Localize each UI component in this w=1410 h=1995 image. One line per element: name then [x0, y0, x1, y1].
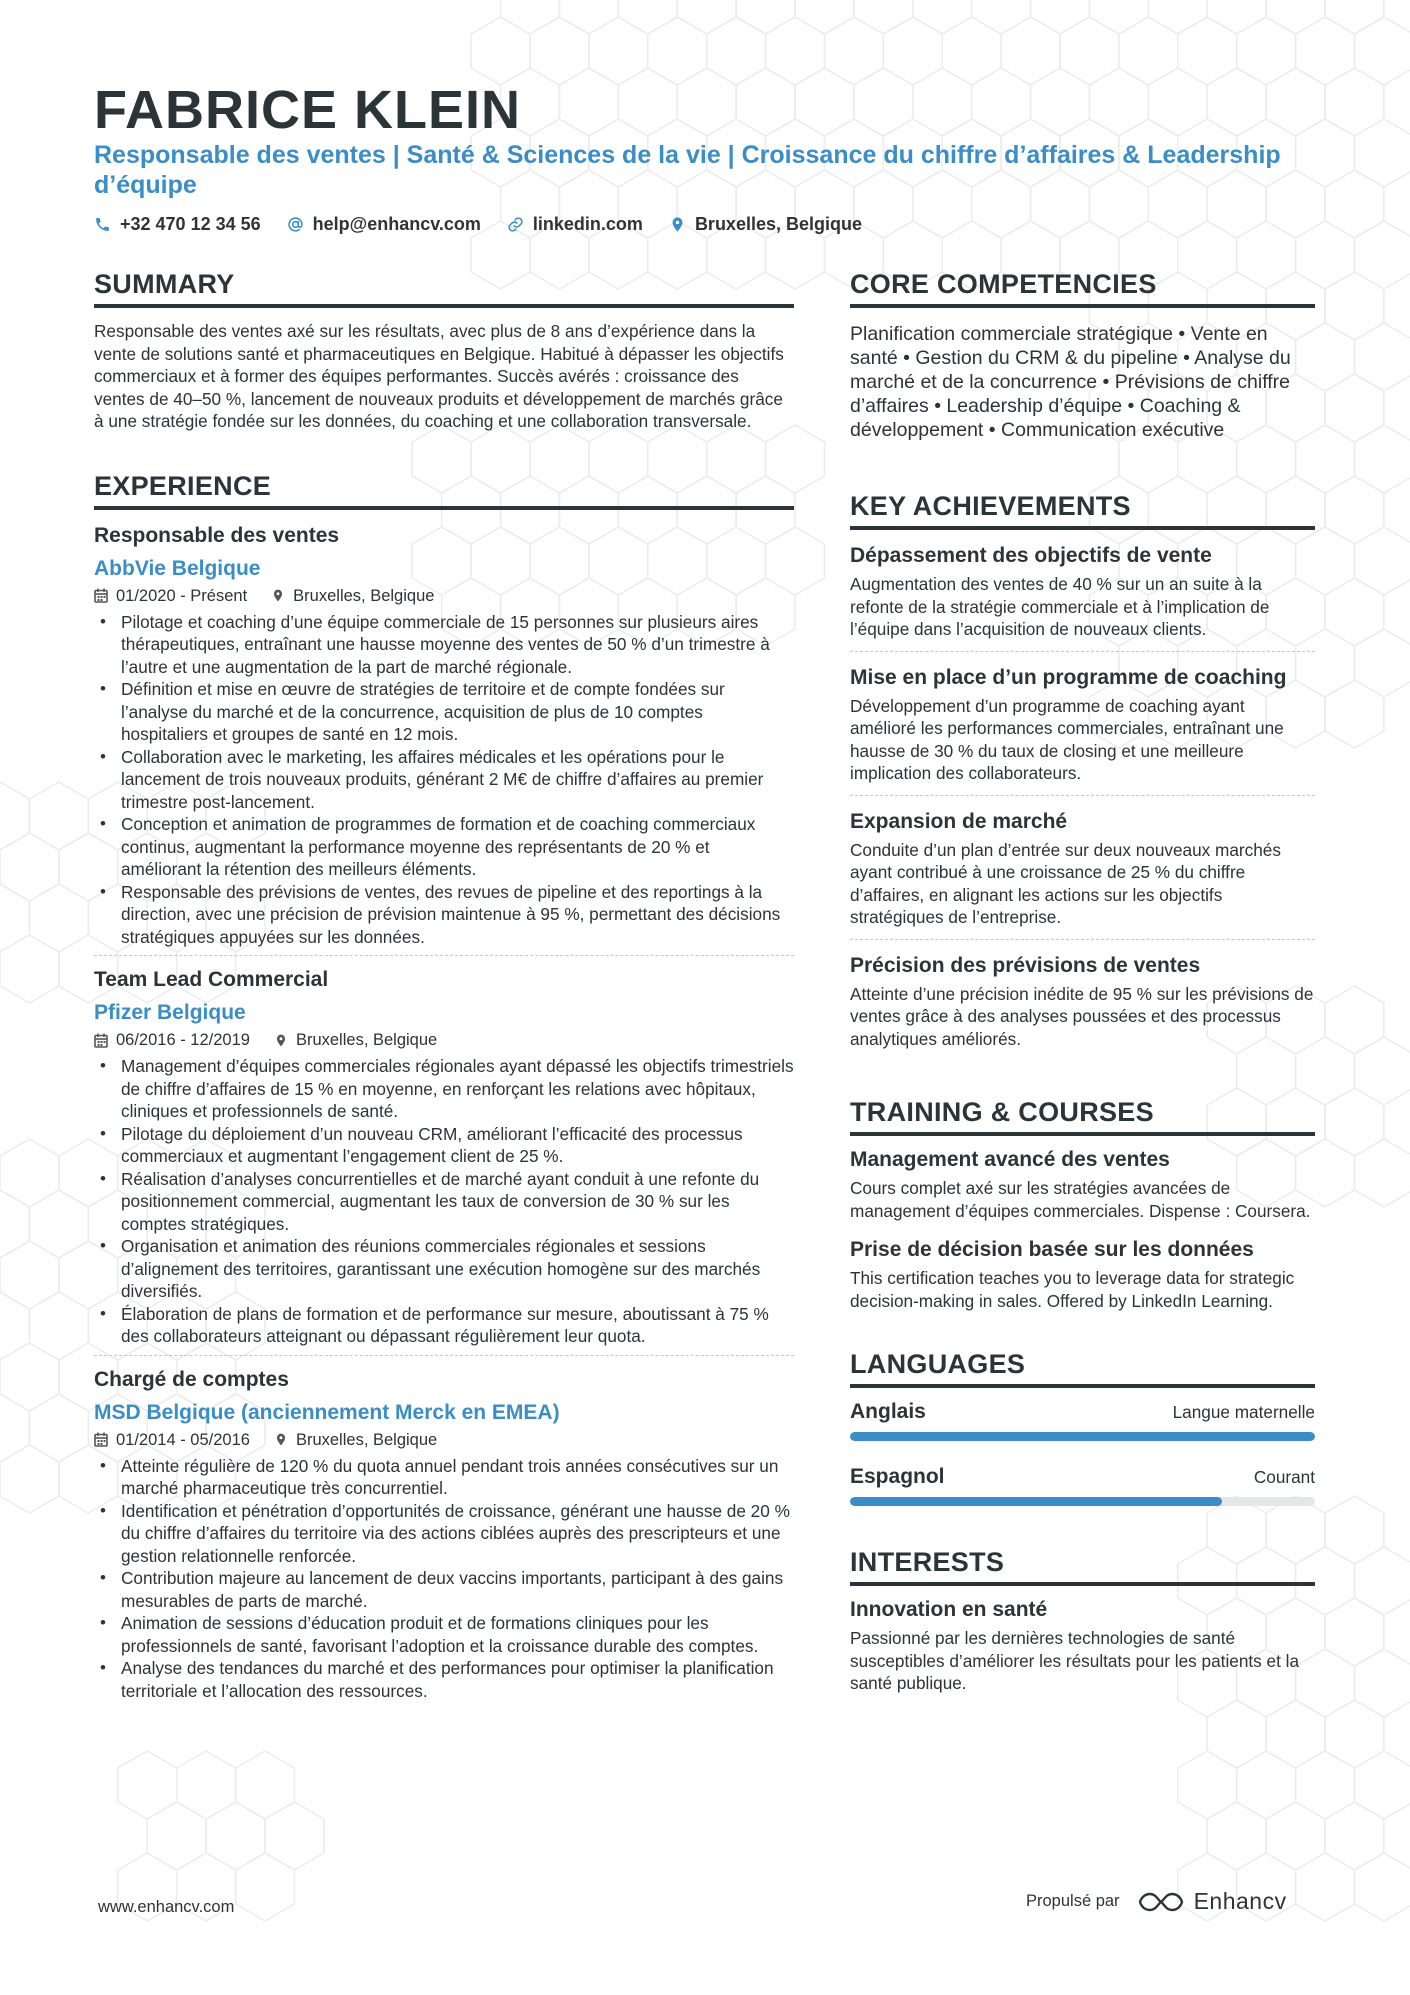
- job-bullet: • Contribution majeure au lancement de deux vaccins importants, participant à des gains mesurables de parts de marché.: [94, 1567, 794, 1612]
- training-section: [850, 1096, 1315, 1312]
- interest-title: Innovation en santé: [850, 1598, 1048, 1621]
- training-title: TRAINING & COURSES: [850, 1096, 1315, 1136]
- course-text: This certification teaches you to leverage data for strategic decision-making in sales. Offered by LinkedIn Learning.: [850, 1268, 1295, 1311]
- language-level: Langue maternelle: [1172, 1402, 1315, 1422]
- job-location-text: Bruxelles, Belgique: [295, 1430, 438, 1449]
- phone-icon: [94, 216, 111, 233]
- job-location-text: Bruxelles, Belgique: [295, 1031, 438, 1050]
- contact-phone[interactable]: [94, 214, 261, 235]
- language-name: Espagnol: [850, 1465, 945, 1488]
- job-company: AbbVie Belgique: [94, 556, 261, 580]
- contact-email[interactable]: [287, 214, 481, 235]
- link-icon: [507, 216, 524, 233]
- experience-title: EXPERIENCE: [94, 470, 794, 510]
- competencies-section: [850, 268, 1315, 442]
- language-proficiency-fill: [850, 1497, 1222, 1506]
- headline: Responsable des ventes | Santé & Sciences de la vie | Croissance du chiffre d’affaires & Leadership d’équipe: [94, 141, 1281, 199]
- job-dates: [94, 1429, 250, 1451]
- job-dates-text: 06/2016 - 12/2019: [116, 1031, 250, 1050]
- job-title: Team Lead Commercial: [94, 968, 329, 992]
- achievement-title: Mise en place d’un programme de coaching: [850, 665, 1287, 689]
- competencies-title: CORE COMPETENCIES: [850, 268, 1315, 308]
- achievement-item: [850, 796, 1315, 940]
- interests-section: [850, 1546, 1315, 1695]
- languages-section: [850, 1348, 1315, 1506]
- job-bullet: • Analyse des tendances du marché et des performances pour optimiser la planification territoriale et l’allocation des ressources.: [94, 1657, 794, 1702]
- email-address: help@enhancv.com: [312, 214, 481, 234]
- job-entry: [94, 522, 794, 957]
- course-text: Cours complet axé sur les stratégies avancées de management d’équipes commerciales. Dispense : Coursera.: [850, 1178, 1311, 1221]
- enhancv-logo-icon: [1138, 1891, 1184, 1913]
- job-title: Responsable des ventes: [94, 523, 340, 547]
- language-level: Courant: [1253, 1467, 1315, 1487]
- job-bullet: • Réalisation d’analyses concurrentielles et de marché ayant conduit à une refonte du positionnement commercial, augmentant les taux de conversion de 30 % sur les comptes stratégiques.: [94, 1168, 794, 1236]
- location-pin-icon: [274, 1033, 288, 1048]
- job-bullets: [94, 1455, 794, 1703]
- language-item: [850, 1465, 1315, 1506]
- achievement-item: [850, 940, 1315, 1061]
- language-proficiency-bar: [850, 1497, 1315, 1506]
- achievement-title: Précision des prévisions de ventes: [850, 953, 1201, 977]
- languages-title: LANGUAGES: [850, 1348, 1315, 1388]
- achievement-text: Atteinte d’une précision inédite de 95 % sur les prévisions de ventes grâce à des analyses poussées et des processus analytiques améliorés.: [850, 983, 1314, 1049]
- location-pin-icon: [669, 216, 686, 233]
- location-text: Bruxelles, Belgique: [694, 214, 862, 234]
- achievement-item: [850, 530, 1315, 652]
- contact-linkedin[interactable]: [507, 214, 643, 235]
- job-dates: [94, 1029, 250, 1051]
- job-bullet: • Élaboration de plans de formation et de performance sur mesure, aboutissant à 75 % des collaborateurs atteignant ou dépassant régulièrement leur quota.: [94, 1303, 794, 1348]
- left-column: [94, 268, 794, 1702]
- job-meta: [94, 1029, 794, 1051]
- footer-website[interactable]: www.enhancv.com: [98, 1898, 235, 1916]
- job-title: Chargé de comptes: [94, 1367, 289, 1391]
- interests-title: INTERESTS: [850, 1546, 1315, 1586]
- contact-location: [669, 214, 862, 235]
- contact-bar: [94, 214, 862, 235]
- linkedin-link: linkedin.com: [532, 214, 643, 234]
- achievements-title: KEY ACHIEVEMENTS: [850, 490, 1315, 530]
- job-location: [271, 585, 434, 607]
- job-dates: [94, 585, 247, 607]
- achievement-title: Expansion de marché: [850, 809, 1068, 833]
- at-icon: [287, 216, 304, 233]
- job-bullet: • Collaboration avec le marketing, les affaires médicales et les opérations pour le lancement de trois nouveaux produits, générant 2 M€ de chiffre d’affaires au premier trimestre post-lancement.: [94, 746, 794, 814]
- job-company: MSD Belgique (anciennement Merck en EMEA): [94, 1400, 560, 1424]
- job-bullet: • Pilotage et coaching d’une équipe commerciale de 15 personnes sur plusieurs aires thérapeutiques, entraînant une hausse moyenne des ventes de 50 % d’un trimestre à l’autre et une augmentation de la part de marché régionale.: [94, 611, 794, 679]
- competencies-text: Planification commerciale stratégique • Vente en santé • Gestion du CRM & du pipeline • Analyse du marché et de la concurrence • Prévisions de chiffre d’affaires • Leadership d’équipe • Coaching & développement • Communication exécutive: [850, 323, 1291, 441]
- job-location: [274, 1429, 437, 1451]
- summary-section: [94, 268, 794, 433]
- course-item: [850, 1222, 1315, 1312]
- job-entry: [94, 1366, 794, 1703]
- location-pin-icon: [274, 1432, 288, 1447]
- language-name: Anglais: [850, 1400, 926, 1423]
- language-proficiency-bar: [850, 1432, 1315, 1441]
- job-company: Pfizer Belgique: [94, 1001, 246, 1025]
- job-bullet: • Animation de sessions d’éducation produit et de formations cliniques pour les professionnels de santé, favorisant l’adoption et la croissance durable des comptes.: [94, 1612, 794, 1657]
- achievement-item: [850, 652, 1315, 796]
- footer-branding: [1026, 1888, 1287, 1915]
- job-bullet: • Responsable des prévisions de ventes, des revues de pipeline et des reportings à la direction, avec une précision de prévision maintenue à 95 %, permettant des décisions stratégiques appuyées sur les données.: [94, 881, 794, 949]
- job-bullet: • Atteinte régulière de 120 % du quota annuel pendant trois années consécutives sur un marché pharmaceutique très concurrentiel.: [94, 1455, 794, 1500]
- job-bullet: • Management d’équipes commerciales régionales ayant dépassé les objectifs trimestriels de chiffre d’affaires de 15 % en moyenne, en renforçant les relations avec hôpitaux, cliniques et professionnels de santé.: [94, 1055, 794, 1123]
- course-item: [850, 1136, 1315, 1222]
- job-bullet: • Conception et animation de programmes de formation et de coaching commerciaux continus, augmentant la performance moyenne des représentants de 20 % et améliorant la rétention des meilleurs éléments.: [94, 813, 794, 881]
- summary-text: Responsable des ventes axé sur les résultats, avec plus de 8 ans d’expérience dans la vente de solutions santé et pharmaceutiques en Belgique. Habitué à dépasser les objectifs commerciaux et à former des équipes performantes. Succès avérés : croissance des ventes de 40–50 %, lancement de nouveaux produits et développement de marchés grâce à une stratégie fondée sur les données, du coaching et une collaboration transversale.: [94, 321, 784, 432]
- achievement-text: Développement d’un programme de coaching ayant amélioré les performances commerciales, entraînant une hausse de 30 % du taux de closing et une meilleure implication des collaborateurs.: [850, 695, 1284, 783]
- candidate-name: FABRICE KLEIN: [94, 80, 522, 140]
- interest-item: [850, 1586, 1315, 1695]
- job-bullet: • Organisation et animation des réunions commerciales régionales et sessions d’alignement des territoires, garantissant une exécution homogène sur des marchés diversifiés.: [94, 1235, 794, 1303]
- job-bullets: [94, 1055, 794, 1348]
- course-title: Prise de décision basée sur les données: [850, 1238, 1254, 1261]
- job-bullets: [94, 611, 794, 949]
- achievement-text: Conduite d’un plan d’entrée sur deux nouveaux marchés ayant contribué à une croissance de 25 % du chiffre d’affaires, en alignant les actions sur les objectifs stratégiques de l’entreprise.: [850, 839, 1281, 927]
- calendar-icon: [94, 1033, 108, 1048]
- phone-number: +32 470 12 34 56: [120, 214, 261, 234]
- achievement-title: Dépassement des objectifs de vente: [850, 544, 1212, 567]
- job-meta: [94, 585, 794, 607]
- job-bullet: • Définition et mise en œuvre de stratégies de territoire et de compte fondées sur l’analyse du marché et de la concurrence, acquisition de plus de 10 comptes hospitaliers et groupes de santé en 12 mois.: [94, 678, 794, 746]
- divider: [94, 955, 794, 956]
- achievements-section: [850, 490, 1315, 1060]
- brand-name: Enhancv: [1193, 1888, 1287, 1914]
- brand-logo[interactable]: [1138, 1888, 1287, 1915]
- location-pin-icon: [271, 588, 285, 603]
- job-bullet: • Identification et pénétration d’opportunités de croissance, générant une hausse de 20 % du chiffre d’affaires du territoire via des actions ciblées auprès des prescripteurs et une gestion relationnelle renforcée.: [94, 1500, 794, 1568]
- job-dates-text: 01/2020 - Présent: [116, 586, 248, 605]
- experience-section: [94, 470, 794, 1703]
- calendar-icon: [94, 588, 108, 603]
- achievement-text: Augmentation des ventes de 40 % sur un an suite à la refonte de la stratégie commerciale et à l’implication de l’équipe dans l’acquisition de nouveaux clients.: [850, 574, 1270, 639]
- language-proficiency-fill: [850, 1432, 1315, 1441]
- summary-title: SUMMARY: [94, 268, 794, 308]
- powered-by-label: Propulsé par: [1026, 1892, 1120, 1910]
- job-entry: [94, 966, 794, 1356]
- job-bullet: • Pilotage du déploiement d’un nouveau CRM, améliorant l’efficacité des processus commerciaux et augmentant l’engagement client de 25 %.: [94, 1123, 794, 1168]
- language-item: [850, 1400, 1315, 1441]
- right-column: [850, 268, 1315, 1695]
- interest-text: Passionné par les dernières technologies de santé susceptibles d’améliorer les résultats pour les patients et la santé publique.: [850, 1628, 1300, 1693]
- calendar-icon: [94, 1432, 108, 1447]
- course-title: Management avancé des ventes: [850, 1148, 1170, 1171]
- job-location: [274, 1029, 437, 1051]
- job-dates-text: 01/2014 - 05/2016: [116, 1430, 250, 1449]
- job-location-text: Bruxelles, Belgique: [293, 586, 435, 605]
- divider: [94, 1355, 794, 1356]
- job-meta: [94, 1429, 794, 1451]
